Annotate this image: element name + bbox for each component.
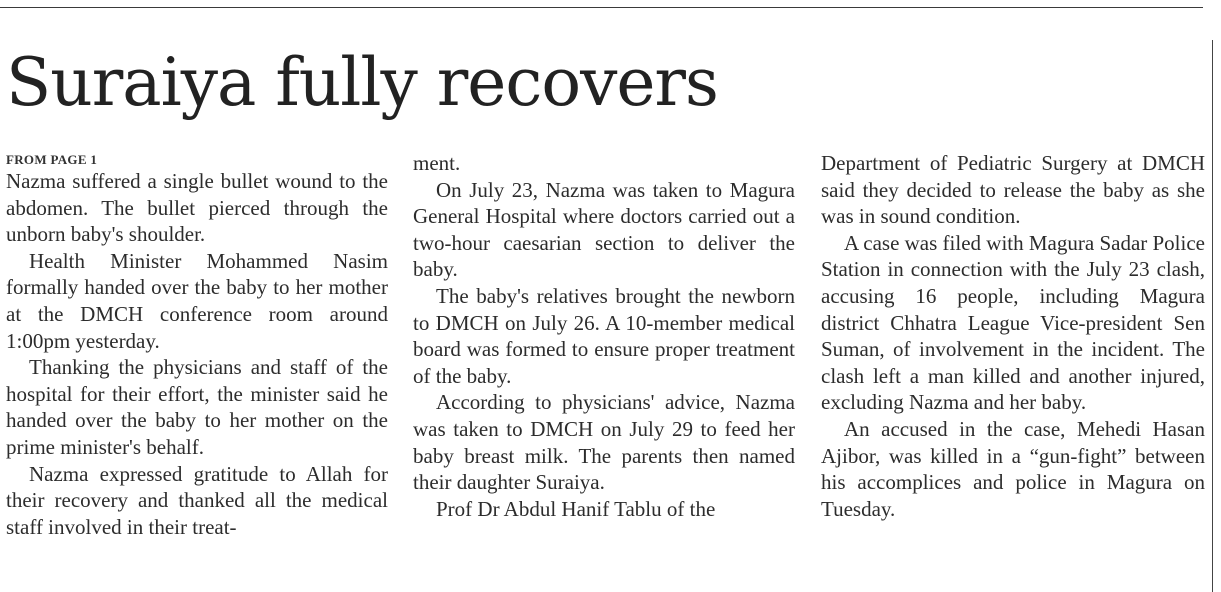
paragraph: The baby's relatives brought the newborn to DMCH on July 26. A 10-member medical board was formed to ensure proper treatment of the baby. [413, 283, 795, 388]
top-rule [0, 7, 1203, 8]
paragraph: Nazma suffered a single bullet wound to the abdomen. The bullet pierced through the unborn baby's shoulder. [6, 169, 388, 247]
paragraph: Prof Dr Abdul Hanif Tablu of the [436, 496, 716, 521]
paragraph: Health Minister Mohammed Nasim formally handed over the baby to her mother at the DMCH conference room around 1:00pm yesterday. [6, 248, 388, 353]
paragraph: A case was filed with Magura Sadar Police Station in connection with the July 23 clash, accusing 16 people, including Magura district Chhatra League Vice-president Sen Suman, of involvement in the incident. The clash left a man killed and another injured, excluding Nazma and her baby. [821, 230, 1205, 415]
paragraph: On July 23, Nazma was taken to Magura General Hospital where doctors carried out a two-hour caesarian section to deliver the baby. [413, 177, 795, 282]
paragraph: According to physicians' advice, Nazma was taken to DMCH on July 29 to feed her baby breast milk. The parents then named their daughter Suraiya. [413, 390, 795, 495]
paragraph: Nazma expressed gratitude to Allah for their recovery and thanked all the medical staff involved in their treat- [6, 461, 388, 539]
right-column-rule [1212, 40, 1213, 592]
headline: Suraiya fully recovers [6, 44, 718, 121]
paragraph: Department of Pediatric Surgery at DMCH said they decided to release the baby as she was in sound condition. [821, 151, 1205, 229]
paragraph: Thanking the physicians and staff of the hospital for their effort, the minister said he handed over the baby to her mother on the prime minister's behalf. [6, 355, 388, 459]
article-column-3 [821, 150, 1205, 522]
jump-label: FROM PAGE 1 [6, 152, 98, 167]
paragraph: ment. [413, 151, 461, 175]
article-column-1 [6, 150, 388, 540]
paragraph: An accused in the case, Mehedi Hasan Ajibor, was killed in a “gun-fight” between his accomplices and police in Magura on Tuesday. [821, 416, 1205, 521]
article-column-2 [413, 150, 795, 522]
